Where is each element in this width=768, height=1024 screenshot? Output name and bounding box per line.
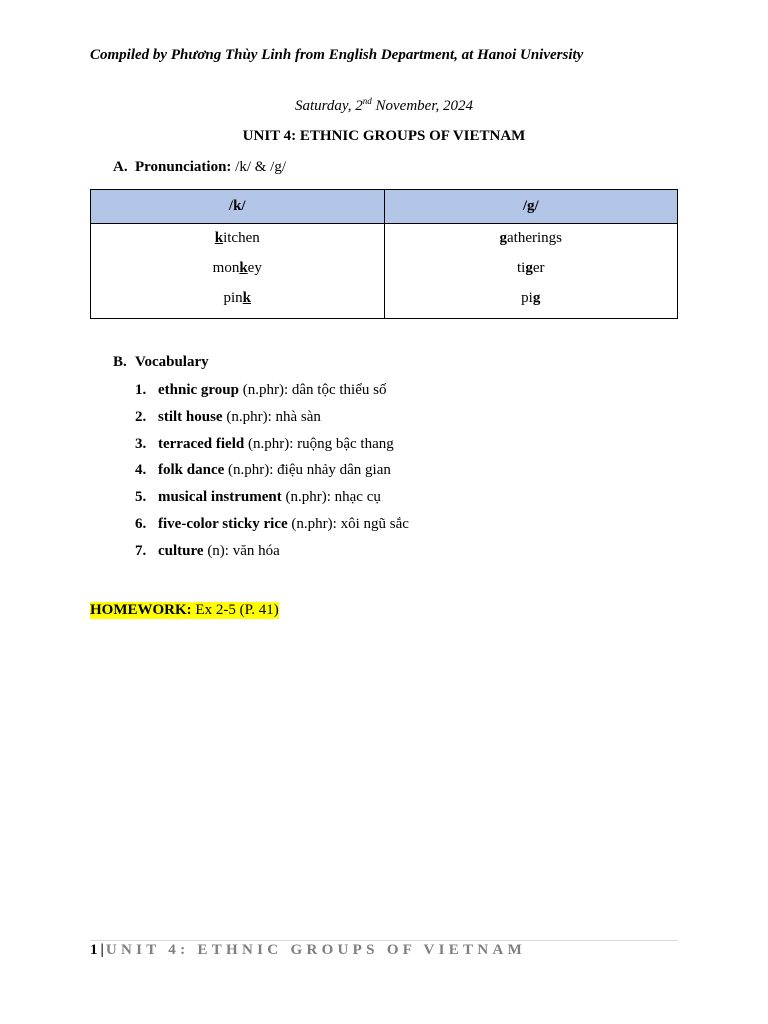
date-weekday: Saturday, 2	[294, 98, 363, 114]
section-label: Pronunciation:	[135, 159, 232, 175]
list-item	[135, 407, 409, 434]
date-rest: November, 2024	[371, 98, 474, 114]
word	[385, 288, 678, 310]
item-number: 4.	[135, 462, 147, 479]
word	[91, 258, 384, 288]
vocab-term: stilt house	[158, 408, 223, 425]
highlighted-letter: g	[532, 290, 541, 306]
table-cell-g-words	[384, 224, 678, 319]
unit-title: UNIT 4: ETHNIC GROUPS OF VIETNAM	[242, 128, 526, 144]
word	[385, 228, 678, 258]
highlighted-letter: k	[239, 260, 248, 276]
vocab-definition: (n.phr): xôi ngũ sắc	[287, 515, 409, 532]
word	[91, 288, 384, 310]
list-item	[135, 460, 409, 487]
highlighted-letter: k	[214, 230, 224, 246]
table-header-g: /g/	[384, 190, 678, 224]
table-cell-k-words	[91, 224, 385, 319]
pronunciation-table	[90, 189, 678, 319]
word-part: atherings	[507, 230, 562, 246]
item-number: 1.	[135, 382, 147, 398]
vocab-term: five-color sticky rice	[158, 515, 288, 532]
vocab-definition: (n.phr): điệu nhảy dân gian	[224, 462, 391, 479]
section-letter: A.	[113, 159, 128, 175]
item-number: 6.	[135, 515, 147, 532]
page-number: 1	[90, 942, 98, 958]
section-label: Vocabulary	[135, 354, 209, 370]
vocab-definition: (n.phr): dân tộc thiểu số	[238, 382, 387, 398]
vocab-term: culture	[158, 542, 204, 559]
vocabulary-list	[135, 380, 409, 568]
list-item	[135, 514, 409, 541]
footer-divider	[90, 940, 678, 941]
list-item	[135, 380, 409, 407]
homework-label: HOMEWORK:	[90, 602, 192, 618]
list-item	[135, 541, 409, 568]
table-header-row	[91, 190, 678, 224]
list-item	[135, 487, 409, 514]
homework-note	[90, 602, 279, 619]
lesson-date	[0, 96, 768, 115]
word-part: pi	[521, 290, 533, 306]
word-part: ti	[517, 260, 526, 276]
word-part: mon	[212, 260, 240, 276]
homework-text: Ex 2-5 (P. 41)	[191, 602, 279, 618]
vocab-term: musical instrument	[158, 489, 282, 506]
section-sounds: /k/ & /g/	[231, 159, 286, 175]
item-number: 5.	[135, 489, 147, 506]
item-number: 3.	[135, 435, 147, 452]
word-part: pin	[223, 290, 243, 306]
item-number: 2.	[135, 408, 147, 425]
compiled-by-line: Compiled by Phương Thùy Linh from English Department, at Hanoi University	[90, 47, 584, 63]
highlighted-letter: g	[525, 260, 533, 276]
vocab-term: terraced field	[158, 435, 245, 452]
footer-separator: |	[100, 942, 104, 958]
section-pronunciation-heading	[113, 159, 286, 176]
footer-title: UNIT 4: ETHNIC GROUPS OF VIETNAM	[105, 942, 527, 958]
date-ordinal-suffix: nd	[362, 96, 372, 106]
section-vocabulary-heading	[113, 354, 209, 371]
word	[385, 258, 678, 288]
section-letter: B.	[113, 354, 127, 370]
vocab-definition: (n.phr): ruộng bậc thang	[244, 435, 394, 452]
item-number: 7.	[135, 542, 147, 559]
vocab-definition: (n.phr): nhạc cụ	[281, 489, 381, 506]
word-part: er	[532, 260, 545, 276]
table-row	[91, 224, 678, 319]
word-part: itchen	[223, 230, 260, 246]
vocab-term: folk dance	[158, 462, 225, 479]
word-part: ey	[247, 260, 262, 276]
vocab-definition: (n): văn hóa	[203, 542, 280, 559]
table-header-k: /k/	[91, 190, 385, 224]
vocab-term: ethnic group	[158, 382, 239, 398]
word	[91, 228, 384, 258]
vocab-definition: (n.phr): nhà sàn	[222, 408, 321, 425]
page-footer	[90, 942, 526, 959]
highlighted-letter: g	[499, 230, 507, 246]
highlighted-letter: k	[242, 290, 251, 306]
list-item	[135, 434, 409, 461]
